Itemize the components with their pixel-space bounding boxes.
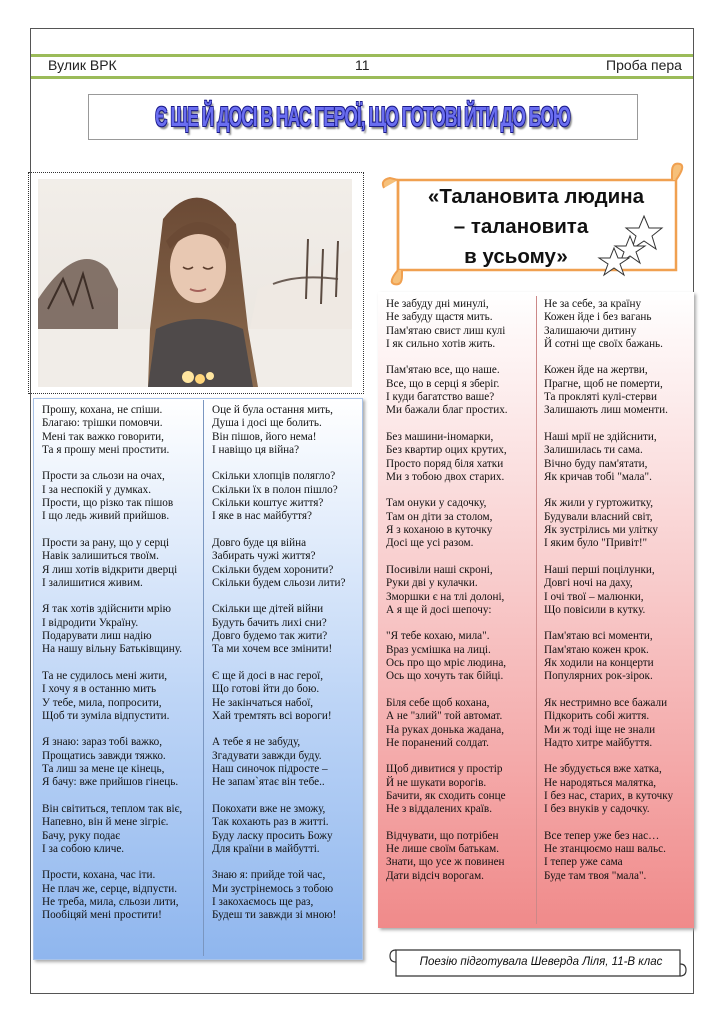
poem-right-column-1: Не забуду дні минулі, Не забуду щастя мить. Пам'ятаю свист лиш кулі І як сильно хотів жить. Пам'ятаю все, що наше. Все, що в серці я зберіг. І куди багатство ваше? Ми бажали благ простих. Без машини-іномарки, Без квартир оцих крутих, Просто поряд біля хатки Ми з тобою двох старих. Там онуки у садочку, Там он діти за столом, Я з коханою в куточку Досі ще усі разом. Посивіли наші скроні, Руки дві у кулачки. Зморшки є на тлі долоні, А я ще й досі шепочу: "Я тебе кохаю, мила". Враз усмішка на лиці. Ось про що мріє людина, Ось що хочуть так бійці. Біля себе щоб кохана, А не "злий" той автомат. На руках донька жадана, Не поранений солдат. Щоб дивитися у простір Й не шукати ворогів. Бачити, як сходить сонце Не з віддалених країв. Відчувати, що потрібен Не лише своїм батькам. Знати, що усе ж повинен Дати відсіч ворогам. <box>386 298 508 882</box>
banner-title: Є ЩЕ Й ДОСІ В НАС ГЕРОЇ, ЩО ГОТОВІ ЙТИ ДО БОЮ <box>155 101 571 132</box>
header-section-name: Проба пера <box>606 57 682 73</box>
header-magazine-name: Вулик ВРК <box>48 57 117 73</box>
poem-right-column-2: Не за себе, за країну Кожен йде і без вагань Залишаючи дитину Й сотні ще своїх бажань. Кожен йде на жертви, Прагне, щоб не померти, Та прокляті кулі-стерви Залишають лиш моменти. Наші мрії не здійснити, Залишилась ти сама. Вічно буду пам'ятати, Як кричав тобі "мала". Як жили у гуртожитку, Будували власний світ, Як зустрілись ми улітку І яким було "Привіт!" Наші перші поцілунки, Довгі ночі на даху, І очі твої – малюнки, Що повісили в кутку. Пам'ятаю всі моменти, Пам'ятаю кожен крок. Як ходили на концерти Популярних рок-зірок. Як нестримно все бажали Підкорить собі життя. Ми ж тоді іще не знали Надто хитре майбуття. Не збудується вже хатка, Не народяться малятка, І без нас, старих, в куточку І без внуків у садочку. Все тепер уже без нас… Не зтанцюємо наш вальс. І тепер уже сама Буде там твоя "мала". <box>544 298 674 882</box>
title-banner <box>88 94 638 140</box>
photo-illustration <box>38 179 352 387</box>
poem-left-column-1: Прошу, кохана, не спіши. Благаю: трішки помовчи. Мені так важко говорити, Та я прошу мені простити. Прости за сльози на очах, І за неспокій у думках. Прости, що різко так пішов І що ледь живий прийшов. Прости за рану, що у серці Навік залишиться твоїм. Я лиш хотів відкрити дверці І залишитися живим. Я так хотів здійснити мрію І відродити Україну. Подарувати лиш надію На нашу вільну Батьківщину. Та не судилось мені жити, І хочу я в останню мить У тебе, мила, попросити, Щоб ти зуміла відпустити. Я знаю: зараз тобі важко, Прощатись завжди тяжко. Та лиш за мене це кінець, Я бачу: вже прийшов гінець. Він світиться, теплом так віє, Напевно, він й мене зігріє. Бачу, руку подає І за собою кличе. Прости, кохана, час іти. Не плач же, серце, відпусти. Не треба, мила, сльози лити, Пообіцяй мені простити! <box>42 404 183 922</box>
scroll-title <box>386 182 686 272</box>
credit-text: Поезію підготувала Шеверда Ліля, 11-В клас <box>419 956 663 968</box>
scroll-title-line-3: в усьому» <box>464 245 568 268</box>
header-page-number: 11 <box>355 57 370 73</box>
header-rule-bottom <box>31 76 693 79</box>
scroll-title-line-2: – талановита <box>453 215 589 238</box>
poem-box-right-divider <box>536 296 537 924</box>
girl-photo <box>38 179 352 387</box>
poem-left-column-2: Оце й була остання мить, Душа і досі ще болить. Він пішов, його нема! І навіщо ця війна? Скільки хлопців полягло? Скільки їх в полон пішло? Скільки коштує життя? І яке в нас майбуття? Довго буде ця війна Забирать чужі життя? Скільки будем хоронити? Скільки будем сльози лити? Скільки ще дітей війни Будуть бачить лихі сни? Довго будемо так жити? Та ми хочем все змінити! Є ще й досі в нас герої, Що готові йти до бою. Не закінчаться набої, Хай тремтять всі вороги! А тебе я не забуду, Згадувати завжди буду. Наш синочок підросте – Не запам`ятає він тебе.. Покохати вже не зможу, Так кохають раз в житті. Буду ласку просить Божу Для країни в майбутті. Знаю я: прийде той час, Ми зустрінемось з тобою І закохаємось ще раз, Будеш ти завжди зі мною! <box>212 404 346 922</box>
poem-box-left-divider <box>203 400 204 956</box>
scroll-title-line-1: «Талановита людина <box>427 185 645 208</box>
